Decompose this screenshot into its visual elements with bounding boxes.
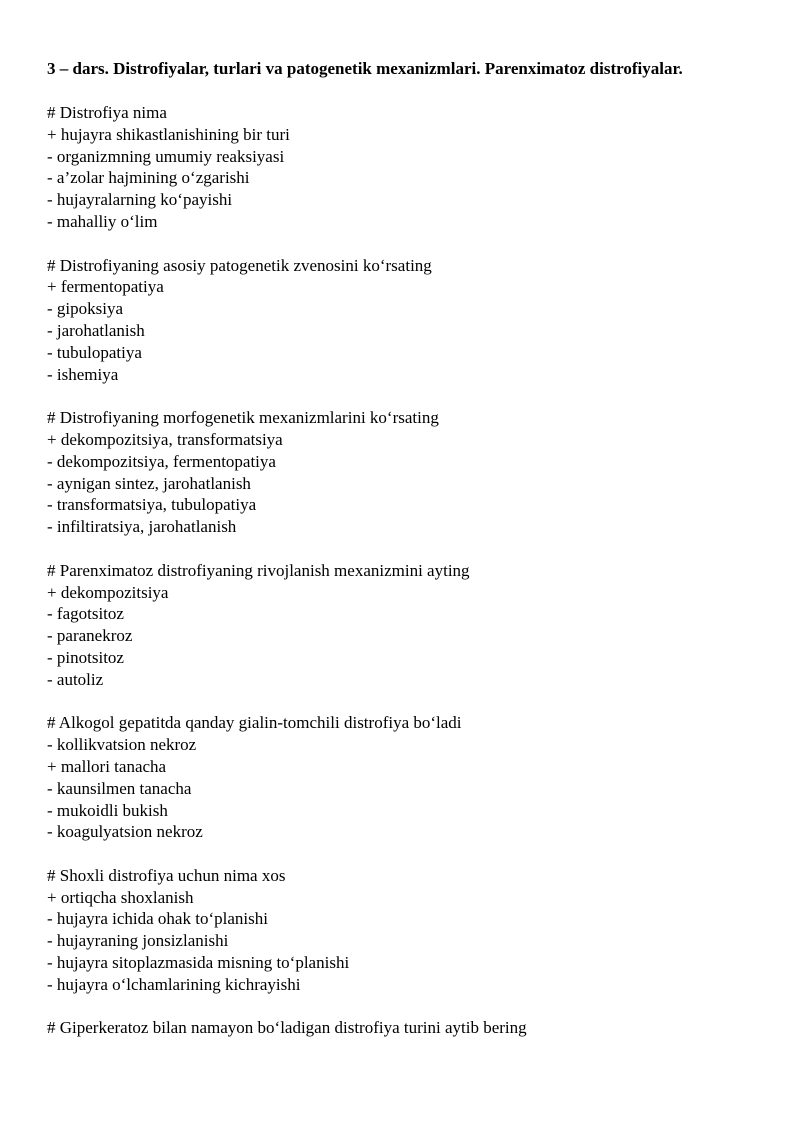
answer-option: + dekompozitsiya, transformatsiya (47, 429, 283, 449)
question-block (47, 1017, 747, 1039)
answer-option: - infiltiratsiya, jarohatlanish (47, 517, 237, 537)
answer-option: + fermentopatiya (47, 277, 164, 297)
answer-option: - hujayra sitoplazmasida misning to‘planishi (47, 953, 350, 973)
question-block (47, 560, 747, 691)
question-block (47, 407, 747, 538)
question-text: # Shoxli distrofiya uchun nima xos (47, 865, 286, 885)
answer-option: + mallori tanacha (47, 756, 167, 776)
question-block (47, 865, 747, 996)
question-text: # Parenximatoz distrofiyaning rivojlanish mexanizmini ayting (47, 560, 470, 580)
question-text: # Giperkeratoz bilan namayon bo‘ladigan distrofiya turini aytib bering (47, 1018, 527, 1038)
document-title: 3 – dars. Distrofiyalar, turlari va patogenetik mexanizmlari. Parenximatoz distrofiyalar. (47, 59, 683, 78)
document-page (47, 58, 747, 1061)
question-block (47, 102, 747, 233)
answer-option: + dekompozitsiya (47, 582, 169, 602)
answer-option: - paranekroz (47, 626, 133, 646)
question-text: # Distrofiyaning asosiy patogenetik zvenosini ko‘rsating (47, 255, 432, 275)
answer-option: - hujayraning jonsizlanishi (47, 931, 229, 951)
answer-option: + hujayra shikastlanishining bir turi (47, 124, 290, 144)
answer-option: - fagotsitoz (47, 604, 124, 624)
question-block (47, 712, 747, 843)
answer-option: - dekompozitsiya, fermentopatiya (47, 451, 276, 471)
answer-option: - hujayra ichida ohak to‘planishi (47, 909, 268, 929)
answer-option: - hujayra o‘lchamlarining kichrayishi (47, 974, 301, 994)
answer-option: - mukoidli bukish (47, 800, 168, 820)
answer-option: - mahalliy o‘lim (47, 211, 158, 231)
question-text: # Alkogol gepatitda qanday gialin-tomchili distrofiya bo‘ladi (47, 713, 462, 733)
answer-option: - jarohatlanish (47, 320, 145, 340)
answer-option: - a’zolar hajmining o‘zgarishi (47, 168, 250, 188)
answer-option: - koagulyatsion nekroz (47, 822, 203, 842)
answer-option: - transformatsiya, tubulopatiya (47, 495, 257, 515)
answer-option: - gipoksiya (47, 299, 124, 319)
question-block (47, 255, 747, 386)
question-text: # Distrofiyaning morfogenetik mexanizmlarini ko‘rsating (47, 408, 439, 428)
answer-option: - hujayralarning ko‘payishi (47, 190, 233, 210)
answer-option: + ortiqcha shoxlanish (47, 887, 194, 907)
answer-option: - organizmning umumiy reaksiyasi (47, 146, 285, 166)
answer-option: - aynigan sintez, jarohatlanish (47, 473, 251, 493)
answer-option: - pinotsitoz (47, 647, 124, 667)
answer-option: - kaunsilmen tanacha (47, 778, 192, 798)
answer-option: - tubulopatiya (47, 342, 142, 362)
answer-option: - autoliz (47, 669, 104, 689)
answer-option: - ishemiya (47, 364, 119, 384)
answer-option: - kollikvatsion nekroz (47, 735, 197, 755)
question-text: # Distrofiya nima (47, 103, 167, 122)
